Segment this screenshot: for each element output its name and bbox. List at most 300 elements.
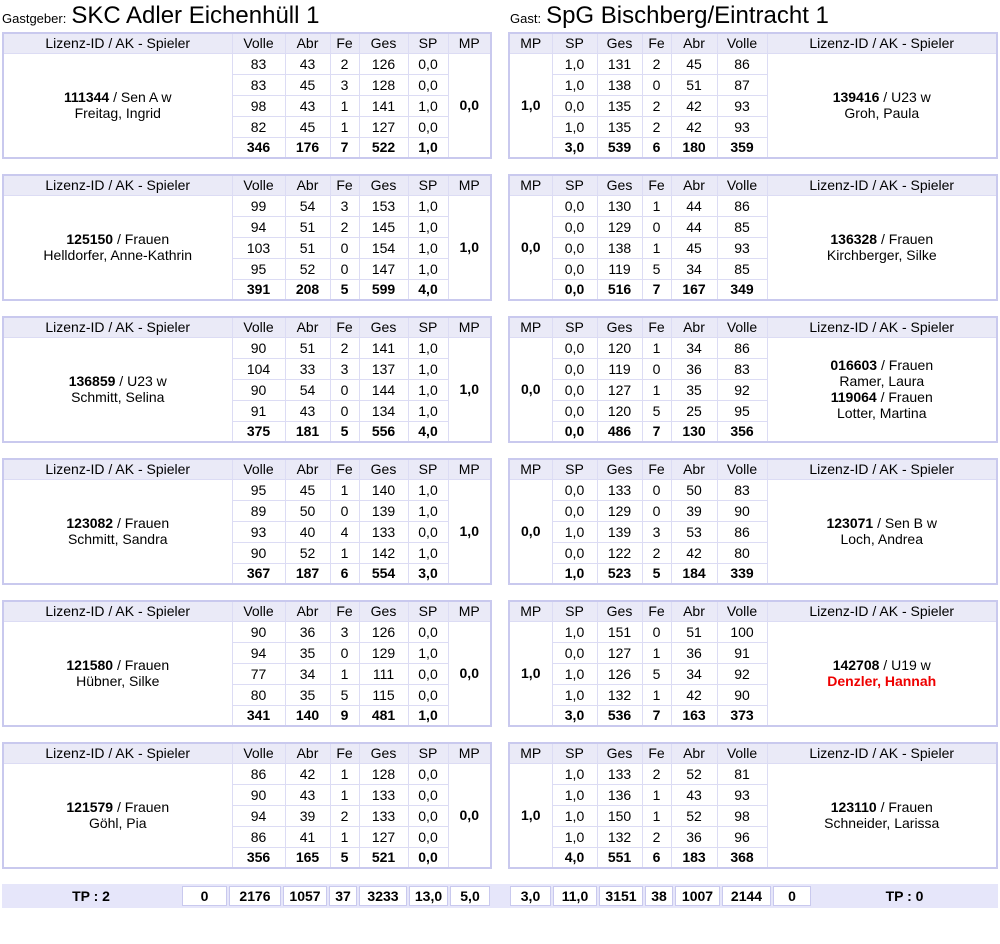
score-cell: 0,0 — [408, 53, 448, 74]
column-header: MP — [509, 33, 552, 53]
score-cell: 51 — [285, 216, 330, 237]
score-cell: 83 — [232, 74, 285, 95]
player-name-text: / Frauen — [876, 389, 933, 406]
score-cell: 0,0 — [408, 521, 448, 542]
player-cell — [3, 479, 232, 584]
column-header: Volle — [717, 175, 767, 195]
total-cell: 183 — [671, 847, 717, 868]
guest-total-fe: 38 — [645, 886, 673, 906]
column-header: MP — [509, 175, 552, 195]
home-team-points: TP : 2 — [72, 888, 110, 904]
score-cell: 42 — [285, 763, 330, 784]
score-cell: 2 — [642, 95, 671, 116]
column-header: SP — [552, 317, 597, 337]
guest-team-name: SpG Bischberg/Eintracht 1 — [546, 2, 829, 29]
match-points-cell: 0,0 — [448, 763, 491, 868]
player-name-line — [768, 247, 997, 263]
score-cell: 2 — [642, 826, 671, 847]
guest-score-table-6 — [508, 742, 998, 869]
score-cell: 126 — [359, 53, 408, 74]
player-license-id: 142708 — [832, 657, 880, 674]
score-cell: 36 — [671, 826, 717, 847]
score-cell: 115 — [359, 684, 408, 705]
score-cell: 142 — [359, 542, 408, 563]
score-cell: 86 — [717, 53, 767, 74]
player-license-id: 123071 — [826, 515, 874, 532]
score-cell: 0 — [642, 358, 671, 379]
score-cell: 1,0 — [408, 358, 448, 379]
score-cell: 86 — [232, 826, 285, 847]
score-cell: 0 — [642, 479, 671, 500]
player-cell — [767, 337, 997, 442]
home-total-ges: 3233 — [359, 886, 407, 906]
score-cell: 139 — [597, 521, 642, 542]
score-cell: 0,0 — [408, 826, 448, 847]
column-header: MP — [448, 317, 491, 337]
player-name-text: / Sen B w — [873, 515, 938, 532]
total-cell: 6 — [642, 137, 671, 158]
home-header-row — [3, 743, 491, 763]
score-cell: 1,0 — [552, 684, 597, 705]
column-header: Fe — [642, 601, 671, 621]
score-cell: 137 — [359, 358, 408, 379]
total-cell: 368 — [717, 847, 767, 868]
player-name-text: Freitag, Ingrid — [74, 105, 161, 122]
player-name-text: Schneider, Larissa — [824, 815, 940, 832]
score-cell: 3 — [330, 621, 359, 642]
match-points-cell: 1,0 — [448, 337, 491, 442]
score-cell: 0,0 — [552, 195, 597, 216]
column-header: SP — [552, 33, 597, 53]
home-totals-row — [2, 886, 490, 906]
column-header: Lizenz-ID / AK - Spieler — [767, 317, 997, 337]
total-cell: 208 — [285, 279, 330, 300]
player-name-text: Ramer, Laura — [839, 373, 925, 390]
score-cell: 127 — [597, 379, 642, 400]
score-cell: 43 — [671, 784, 717, 805]
total-cell: 1,0 — [408, 137, 448, 158]
player-name-text: Schmitt, Sandra — [67, 531, 168, 548]
score-cell: 1 — [330, 763, 359, 784]
score-cell: 2 — [642, 763, 671, 784]
score-row — [509, 479, 997, 500]
column-header: SP — [552, 743, 597, 763]
score-row — [3, 53, 491, 74]
score-cell: 0 — [330, 400, 359, 421]
score-cell: 83 — [232, 53, 285, 74]
score-cell: 45 — [285, 116, 330, 137]
column-header: SP — [408, 317, 448, 337]
score-cell: 1 — [330, 663, 359, 684]
score-cell: 96 — [717, 826, 767, 847]
column-header: Lizenz-ID / AK - Spieler — [3, 33, 232, 53]
total-cell: 180 — [671, 137, 717, 158]
column-header: Volle — [232, 33, 285, 53]
score-cell: 0,0 — [552, 216, 597, 237]
score-cell: 91 — [232, 400, 285, 421]
score-cell: 0 — [330, 258, 359, 279]
score-cell: 52 — [285, 258, 330, 279]
score-cell: 90 — [232, 621, 285, 642]
player-blocks — [0, 32, 1000, 869]
score-cell: 2 — [642, 116, 671, 137]
match-pair-3 — [2, 316, 998, 443]
home-title — [2, 2, 510, 32]
column-header: Fe — [642, 459, 671, 479]
score-cell: 1,0 — [552, 826, 597, 847]
player-license-id: 121579 — [66, 799, 114, 816]
score-cell: 122 — [597, 542, 642, 563]
score-cell: 0 — [330, 500, 359, 521]
score-cell: 154 — [359, 237, 408, 258]
score-cell: 45 — [671, 53, 717, 74]
column-header: Fe — [330, 601, 359, 621]
score-cell: 128 — [359, 763, 408, 784]
player-cell — [767, 621, 997, 726]
score-cell: 0 — [330, 237, 359, 258]
score-cell: 0 — [642, 74, 671, 95]
score-row — [509, 53, 997, 74]
score-cell: 127 — [359, 116, 408, 137]
score-cell: 129 — [359, 642, 408, 663]
column-header: Volle — [232, 175, 285, 195]
total-cell: 4,0 — [552, 847, 597, 868]
column-header: Fe — [330, 317, 359, 337]
column-header: Volle — [717, 601, 767, 621]
score-cell: 51 — [671, 74, 717, 95]
score-cell: 3 — [642, 521, 671, 542]
column-header: Lizenz-ID / AK - Spieler — [3, 175, 232, 195]
score-cell: 36 — [285, 621, 330, 642]
player-license-id: 121580 — [66, 657, 114, 674]
player-name-line — [768, 799, 997, 815]
score-cell: 0,0 — [552, 258, 597, 279]
player-name-line — [768, 531, 997, 547]
score-cell: 95 — [717, 400, 767, 421]
player-name-text: / Frauen — [113, 657, 170, 674]
score-cell: 0,0 — [408, 663, 448, 684]
match-points-cell: 0,0 — [509, 195, 552, 300]
player-name-line — [768, 515, 997, 531]
column-header: Volle — [717, 33, 767, 53]
column-header: Abr — [671, 33, 717, 53]
score-cell: 50 — [285, 500, 330, 521]
column-header: Lizenz-ID / AK - Spieler — [3, 601, 232, 621]
guest-total-sp: 11,0 — [553, 886, 597, 906]
player-name-line — [4, 105, 232, 121]
total-cell: 1,0 — [408, 705, 448, 726]
score-cell: 0,0 — [552, 642, 597, 663]
player-name-line — [4, 815, 232, 831]
score-cell: 104 — [232, 358, 285, 379]
score-cell: 138 — [597, 237, 642, 258]
score-row — [3, 763, 491, 784]
score-cell: 133 — [597, 763, 642, 784]
guest-header-row — [509, 175, 997, 195]
score-cell: 51 — [285, 337, 330, 358]
score-cell: 34 — [671, 663, 717, 684]
score-row — [509, 621, 997, 642]
column-header: Volle — [717, 743, 767, 763]
player-license-id: 136328 — [830, 231, 878, 248]
match-points-cell: 1,0 — [448, 195, 491, 300]
score-cell: 0,0 — [552, 337, 597, 358]
column-header: Abr — [671, 175, 717, 195]
score-cell: 2 — [330, 805, 359, 826]
match-points-cell: 1,0 — [509, 763, 552, 868]
player-license-id: 139416 — [832, 89, 880, 106]
score-cell: 0,0 — [552, 479, 597, 500]
column-header: Ges — [359, 175, 408, 195]
column-header: Ges — [597, 317, 642, 337]
score-cell: 45 — [285, 479, 330, 500]
score-cell: 95 — [232, 479, 285, 500]
score-cell: 85 — [717, 258, 767, 279]
score-cell: 153 — [359, 195, 408, 216]
column-header: Lizenz-ID / AK - Spieler — [3, 459, 232, 479]
score-cell: 1 — [330, 479, 359, 500]
score-cell: 2 — [330, 337, 359, 358]
score-cell: 1 — [330, 784, 359, 805]
score-cell: 136 — [597, 784, 642, 805]
score-cell: 43 — [285, 400, 330, 421]
guest-total-mp: 3,0 — [510, 886, 551, 906]
score-cell: 0,0 — [408, 805, 448, 826]
player-license-id: 119064 — [830, 389, 877, 406]
score-cell: 1,0 — [408, 195, 448, 216]
total-cell: 3,0 — [552, 705, 597, 726]
score-cell: 3 — [330, 358, 359, 379]
score-cell: 1,0 — [408, 237, 448, 258]
player-name-text: Groh, Paula — [844, 105, 920, 122]
player-name-text: / U23 w — [115, 373, 167, 390]
column-header: Volle — [717, 459, 767, 479]
total-cell: 4,0 — [408, 279, 448, 300]
player-name-text: / Sen A w — [109, 89, 172, 106]
match-points-cell: 1,0 — [509, 53, 552, 158]
score-cell: 87 — [717, 74, 767, 95]
column-header: Fe — [642, 317, 671, 337]
guest-total-ges: 3151 — [599, 886, 643, 906]
score-cell: 5 — [330, 684, 359, 705]
score-cell: 1 — [642, 195, 671, 216]
score-cell: 1,0 — [552, 116, 597, 137]
column-header: Fe — [330, 33, 359, 53]
column-header: Fe — [330, 743, 359, 763]
column-header: MP — [448, 601, 491, 621]
player-license-id: 016603 — [830, 357, 878, 374]
total-cell: 516 — [597, 279, 642, 300]
column-header: Volle — [232, 601, 285, 621]
player-name-text: Helldorfer, Anne-Kathrin — [43, 247, 193, 264]
column-header: Lizenz-ID / AK - Spieler — [3, 317, 232, 337]
total-cell: 481 — [359, 705, 408, 726]
column-header: Abr — [285, 459, 330, 479]
guest-header-row — [509, 33, 997, 53]
score-cell: 141 — [359, 337, 408, 358]
total-cell: 7 — [642, 279, 671, 300]
score-cell: 83 — [717, 479, 767, 500]
total-cell: 356 — [717, 421, 767, 442]
total-cell: 3,0 — [552, 137, 597, 158]
score-cell: 53 — [671, 521, 717, 542]
score-cell: 1,0 — [552, 621, 597, 642]
column-header: Ges — [359, 33, 408, 53]
score-cell: 0,0 — [552, 400, 597, 421]
home-total-abr: 1057 — [283, 886, 327, 906]
totals-strip — [2, 884, 998, 908]
score-cell: 5 — [642, 663, 671, 684]
total-cell: 539 — [597, 137, 642, 158]
match-pair-6 — [2, 742, 998, 869]
player-name-line — [768, 673, 997, 689]
total-cell: 346 — [232, 137, 285, 158]
score-cell: 25 — [671, 400, 717, 421]
home-header-row — [3, 459, 491, 479]
total-cell: 140 — [285, 705, 330, 726]
total-cell: 6 — [330, 563, 359, 584]
score-cell: 86 — [232, 763, 285, 784]
total-cell: 7 — [330, 137, 359, 158]
score-cell: 54 — [285, 379, 330, 400]
score-cell: 39 — [671, 500, 717, 521]
home-header-row — [3, 601, 491, 621]
total-cell: 9 — [330, 705, 359, 726]
match-points-cell: 0,0 — [448, 53, 491, 158]
score-cell: 132 — [597, 826, 642, 847]
guest-total-extra: 0 — [773, 886, 811, 906]
column-header: SP — [408, 601, 448, 621]
score-cell: 132 — [597, 684, 642, 705]
home-total-volle: 2176 — [229, 886, 281, 906]
total-cell: 130 — [671, 421, 717, 442]
score-cell: 0,0 — [552, 237, 597, 258]
score-cell: 1 — [642, 784, 671, 805]
player-name-line — [768, 389, 997, 405]
score-cell: 126 — [359, 621, 408, 642]
score-cell: 145 — [359, 216, 408, 237]
column-header: Ges — [597, 601, 642, 621]
score-cell: 86 — [717, 337, 767, 358]
player-name-line — [768, 657, 997, 673]
score-cell: 91 — [717, 642, 767, 663]
total-cell: 187 — [285, 563, 330, 584]
score-cell: 86 — [717, 195, 767, 216]
score-cell: 54 — [285, 195, 330, 216]
guest-header-row — [509, 459, 997, 479]
home-team-name: SKC Adler Eichenhüll 1 — [71, 2, 320, 29]
total-cell: 551 — [597, 847, 642, 868]
total-cell: 554 — [359, 563, 408, 584]
player-cell — [3, 621, 232, 726]
guest-score-table-1 — [508, 32, 998, 159]
score-cell: 42 — [671, 116, 717, 137]
score-cell: 138 — [597, 74, 642, 95]
score-cell: 33 — [285, 358, 330, 379]
column-header: Abr — [671, 743, 717, 763]
score-cell: 1,0 — [408, 400, 448, 421]
score-cell: 127 — [597, 642, 642, 663]
column-header: Ges — [597, 459, 642, 479]
column-header: Volle — [717, 317, 767, 337]
column-header: Ges — [359, 743, 408, 763]
guest-score-table-3 — [508, 316, 998, 443]
home-score-table-5 — [2, 600, 492, 727]
score-cell: 0 — [330, 642, 359, 663]
total-cell: 7 — [642, 421, 671, 442]
column-header: Abr — [671, 459, 717, 479]
total-cell: 176 — [285, 137, 330, 158]
score-cell: 0 — [642, 216, 671, 237]
player-name-text: Kirchberger, Silke — [826, 247, 937, 264]
match-points-cell: 1,0 — [448, 479, 491, 584]
column-header: SP — [552, 175, 597, 195]
score-cell: 42 — [671, 542, 717, 563]
score-cell: 2 — [330, 53, 359, 74]
player-name-line — [768, 815, 997, 831]
score-cell: 52 — [671, 763, 717, 784]
guest-score-table-2 — [508, 174, 998, 301]
total-cell: 373 — [717, 705, 767, 726]
player-name-text: Göhl, Pia — [88, 815, 147, 832]
score-cell: 0,0 — [552, 379, 597, 400]
score-cell: 1 — [330, 95, 359, 116]
score-cell: 51 — [671, 621, 717, 642]
score-cell: 93 — [717, 237, 767, 258]
column-header: MP — [509, 317, 552, 337]
player-license-id: 123110 — [830, 799, 877, 816]
score-cell: 93 — [717, 95, 767, 116]
column-header: MP — [509, 459, 552, 479]
player-name-line — [4, 657, 232, 673]
score-cell: 1 — [642, 379, 671, 400]
home-score-table-1 — [2, 32, 492, 159]
score-cell: 34 — [671, 337, 717, 358]
score-cell: 0,0 — [552, 500, 597, 521]
player-cell — [3, 337, 232, 442]
player-name-text: / Frauen — [113, 231, 170, 248]
score-cell: 3 — [330, 74, 359, 95]
column-header: MP — [509, 743, 552, 763]
total-cell: 536 — [597, 705, 642, 726]
score-cell: 0,0 — [552, 358, 597, 379]
player-name-line — [4, 89, 232, 105]
total-cell: 341 — [232, 705, 285, 726]
score-cell: 1,0 — [552, 663, 597, 684]
column-header: Ges — [359, 601, 408, 621]
score-cell: 94 — [232, 216, 285, 237]
score-cell: 1,0 — [408, 216, 448, 237]
score-cell: 43 — [285, 784, 330, 805]
guest-total-volle: 2144 — [722, 886, 771, 906]
score-cell: 133 — [359, 521, 408, 542]
column-header: Volle — [232, 743, 285, 763]
score-cell: 35 — [285, 642, 330, 663]
home-score-table-2 — [2, 174, 492, 301]
total-cell: 0,0 — [552, 421, 597, 442]
home-header-row — [3, 317, 491, 337]
column-header: Lizenz-ID / AK - Spieler — [767, 459, 997, 479]
score-cell: 90 — [232, 542, 285, 563]
total-cell: 349 — [717, 279, 767, 300]
score-cell: 98 — [717, 805, 767, 826]
score-cell: 135 — [597, 116, 642, 137]
player-name-line — [4, 389, 232, 405]
score-cell: 0,0 — [408, 763, 448, 784]
column-header: Lizenz-ID / AK - Spieler — [3, 743, 232, 763]
player-name-text: Schmitt, Selina — [71, 389, 165, 406]
score-cell: 92 — [717, 379, 767, 400]
